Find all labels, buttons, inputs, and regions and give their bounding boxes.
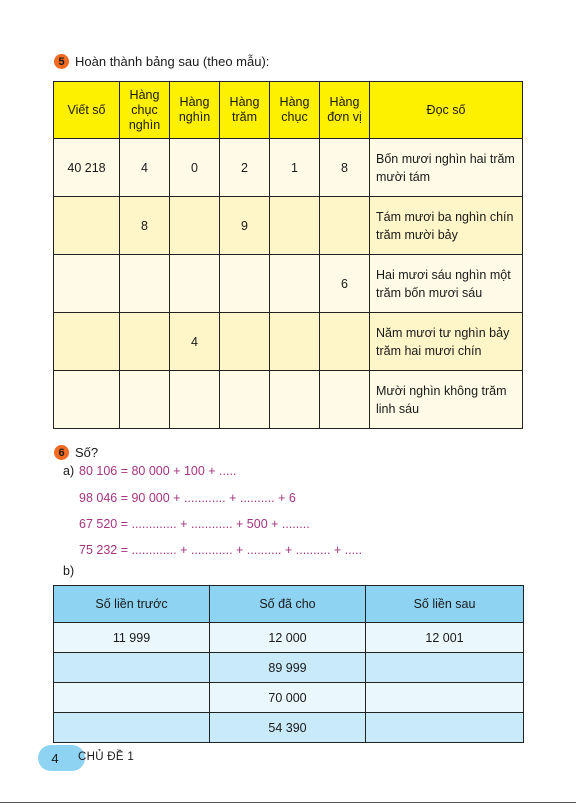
digit-cell[interactable]	[270, 371, 320, 429]
reading-cell: Năm mươi tư nghìn bảy trăm hai mươi chín	[370, 313, 523, 371]
exercise-6-heading	[54, 445, 98, 460]
header-cell: Số liền trước	[54, 586, 210, 623]
digit-cell[interactable]	[270, 255, 320, 313]
header-cell: Hàng nghìn	[170, 82, 220, 139]
table-row	[54, 713, 524, 743]
table-header-row	[54, 586, 524, 623]
header-cell: Hàng trăm	[220, 82, 270, 139]
digit-cell: 0	[170, 139, 220, 197]
predecessor-cell[interactable]	[54, 653, 210, 683]
equation-line: 75 232 = ............. + ............ + .......... + .......... + .....	[79, 543, 363, 557]
successor-cell: 12 001	[366, 623, 524, 653]
exercise-title: Số?	[75, 445, 99, 460]
page-number: 4	[38, 745, 72, 771]
table-row	[54, 653, 524, 683]
successor-cell[interactable]	[366, 653, 524, 683]
predecessor-cell[interactable]	[54, 683, 210, 713]
exercise-5-heading	[54, 54, 269, 69]
number-cell[interactable]	[54, 197, 120, 255]
neighbor-number-table	[53, 585, 524, 743]
part-a-label: a)	[63, 464, 75, 478]
header-cell: Số đã cho	[210, 586, 366, 623]
reading-cell: Bốn mươi nghìn hai trăm mười tám	[370, 139, 523, 197]
digit-cell[interactable]	[220, 255, 270, 313]
table-row	[54, 139, 523, 197]
predecessor-cell[interactable]	[54, 713, 210, 743]
equation-line: 80 106 = 80 000 + 100 + .....	[79, 464, 237, 478]
digit-cell[interactable]	[120, 371, 170, 429]
table-row	[54, 623, 524, 653]
digit-cell: 8	[120, 197, 170, 255]
digit-cell: 6	[320, 255, 370, 313]
equation-line: 98 046 = 90 000 + ............ + .......... + 6	[79, 491, 296, 505]
number-cell[interactable]	[54, 313, 120, 371]
digit-cell[interactable]	[220, 371, 270, 429]
successor-cell[interactable]	[366, 683, 524, 713]
table-row	[54, 255, 523, 313]
header-cell: Viết số	[54, 82, 120, 139]
digit-cell: 9	[220, 197, 270, 255]
digit-cell: 2	[220, 139, 270, 197]
digit-cell[interactable]	[120, 255, 170, 313]
given-number-cell: 89 999	[210, 653, 366, 683]
digit-cell[interactable]	[170, 197, 220, 255]
table-row	[54, 313, 523, 371]
table-header-row	[54, 82, 523, 139]
given-number-cell: 70 000	[210, 683, 366, 713]
table-row	[54, 371, 523, 429]
reading-cell: Tám mươi ba nghìn chín trăm mười bảy	[370, 197, 523, 255]
reading-cell: Hai mươi sáu nghìn một trăm bốn mươi sáu	[370, 255, 523, 313]
exercise-number-badge: 6	[54, 445, 69, 460]
exercise-number-badge: 5	[54, 54, 69, 69]
digit-cell[interactable]	[170, 255, 220, 313]
header-cell: Hàng chục nghìn	[120, 82, 170, 139]
digit-cell[interactable]	[320, 371, 370, 429]
chapter-label: CHỦ ĐỀ 1	[78, 751, 135, 763]
header-cell: Hàng chục	[270, 82, 320, 139]
given-number-cell: 54 390	[210, 713, 366, 743]
reading-cell: Mười nghìn không trăm linh sáu	[370, 371, 523, 429]
bottom-divider	[0, 802, 576, 803]
successor-cell[interactable]	[366, 713, 524, 743]
digit-cell[interactable]	[270, 313, 320, 371]
digit-cell[interactable]	[220, 313, 270, 371]
digit-cell[interactable]	[120, 313, 170, 371]
header-cell: Đọc số	[370, 82, 523, 139]
digit-cell: 8	[320, 139, 370, 197]
digit-cell: 4	[120, 139, 170, 197]
digit-cell[interactable]	[320, 197, 370, 255]
number-cell: 40 218	[54, 139, 120, 197]
digit-cell: 4	[170, 313, 220, 371]
given-number-cell: 12 000	[210, 623, 366, 653]
part-b-label: b)	[63, 564, 75, 578]
table-row	[54, 197, 523, 255]
place-value-table	[53, 81, 523, 429]
exercise-title: Hoàn thành bảng sau (theo mẫu):	[75, 54, 270, 69]
predecessor-cell: 11 999	[54, 623, 210, 653]
table-row	[54, 683, 524, 713]
header-cell: Số liền sau	[366, 586, 524, 623]
number-cell[interactable]	[54, 371, 120, 429]
digit-cell: 1	[270, 139, 320, 197]
digit-cell[interactable]	[320, 313, 370, 371]
digit-cell[interactable]	[170, 371, 220, 429]
header-cell: Hàng đơn vị	[320, 82, 370, 139]
number-cell[interactable]	[54, 255, 120, 313]
equation-line: 67 520 = ............. + ............ + 500 + ........	[79, 517, 310, 531]
digit-cell[interactable]	[270, 197, 320, 255]
